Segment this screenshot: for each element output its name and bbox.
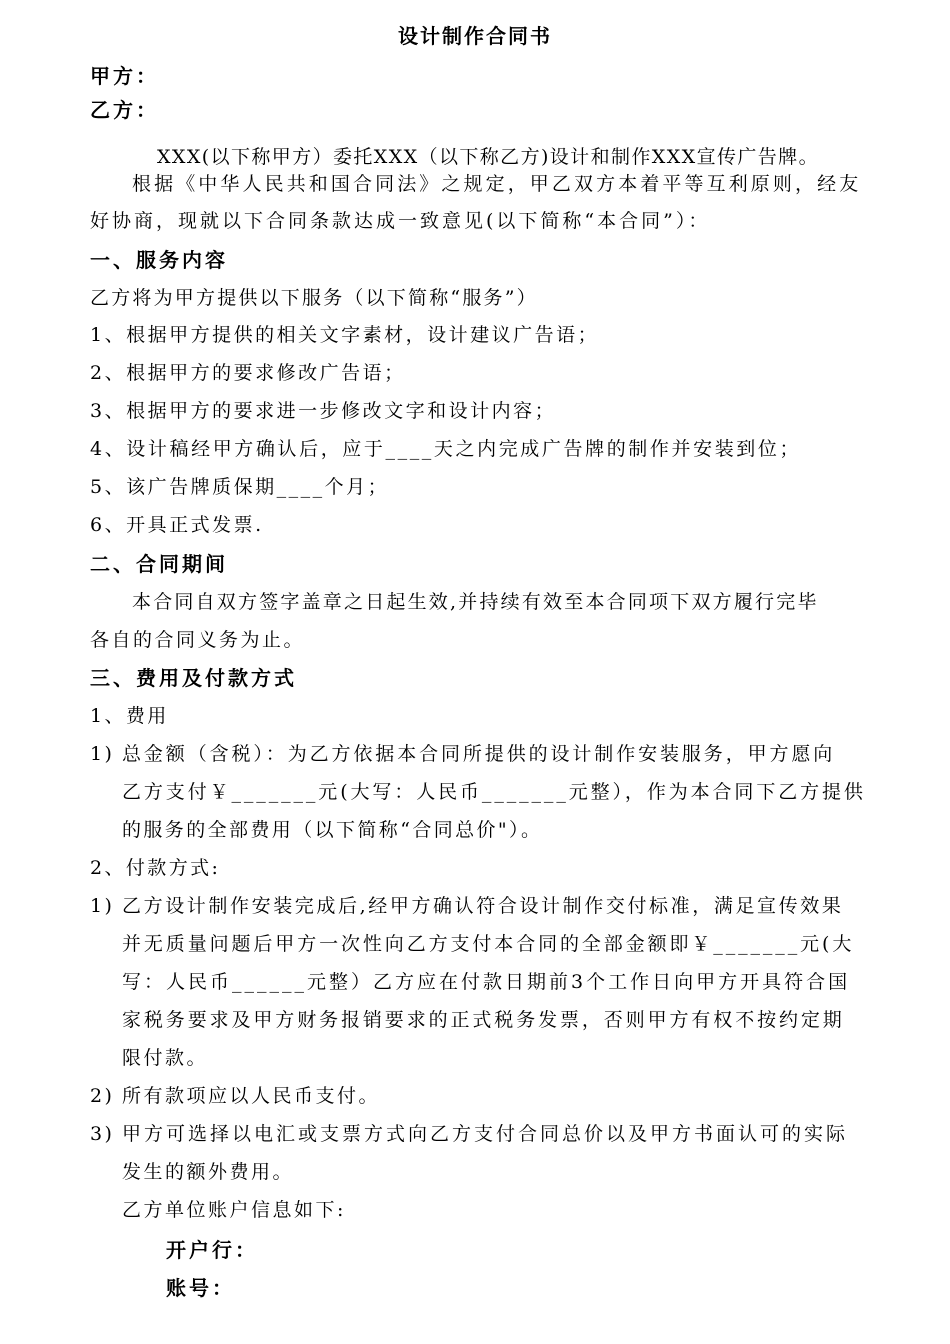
fee-1-number: 1): [90, 743, 115, 765]
section-3-heading: 三、费用及付款方式: [90, 666, 297, 690]
party-a-label: 甲方：: [90, 64, 159, 88]
account-number-label: 账号：: [166, 1276, 235, 1300]
section-2-line-1: 本合同自双方签字盖章之日起生效,并持续有效至本合同项下双方履行完毕: [132, 591, 819, 613]
party-b-label: 乙方：: [90, 98, 159, 122]
fee-label: 1、费用: [90, 705, 169, 727]
payment-3-line: 发生的额外费用。: [122, 1161, 295, 1183]
payment-1-line: 写：人民币______元整）乙方应在付款日期前3个工作日向甲方开具符合国: [122, 971, 851, 993]
fee-1-line: 乙方支付￥_______元(大写：人民币_______元整），作为本合同下乙方提供: [122, 781, 866, 803]
payment-3-line: 甲方可选择以电汇或支票方式向乙方支付合同总价以及甲方书面认可的实际: [122, 1123, 849, 1145]
payment-1-line: 限付款。: [122, 1047, 209, 1069]
section-1-lead: 乙方将为甲方提供以下服务（以下简称“服务”）: [90, 287, 538, 309]
bank-label: 开户行：: [166, 1238, 258, 1262]
payment-1-line: 并无质量问题后甲方一次性向乙方支付本合同的全部金额即￥_______元(大: [122, 933, 855, 955]
section-2-line-2: 各自的合同义务为止。: [90, 629, 306, 651]
service-item: 4、设计稿经甲方确认后，应于____天之内完成广告牌的制作并安装到位；: [90, 438, 802, 460]
payment-1-line: 家税务要求及甲方财务报销要求的正式税务发票，否则甲方有权不按约定期: [122, 1009, 845, 1031]
service-item: 2、根据甲方的要求修改广告语；: [90, 362, 406, 384]
document-title: 设计制作合同书: [398, 24, 552, 48]
service-item: 5、该广告牌质保期____个月；: [90, 476, 390, 498]
fee-1-line: 的服务的全部费用（以下简称“合同总价"）。: [122, 819, 543, 841]
service-item: 3、根据甲方的要求进一步修改文字和设计内容；: [90, 400, 557, 422]
account-intro: 乙方单位账户信息如下:: [122, 1199, 346, 1221]
intro-line-2: 根据《中华人民共和国合同法》之规定，甲乙双方本着平等互利原则，经友: [132, 173, 862, 195]
fee-1-line: 总金额（含税）：为乙方依据本合同所提供的设计制作安装服务，甲方愿向: [122, 743, 836, 765]
payment-3-number: 3): [90, 1123, 115, 1145]
service-item: 1、根据甲方提供的相关文字素材，设计建议广告语；: [90, 324, 600, 346]
payment-label: 2、付款方式:: [90, 857, 221, 879]
payment-2-line: 所有款项应以人民币支付。: [122, 1085, 381, 1107]
payment-1-number: 1): [90, 895, 115, 917]
service-item: 6、开具正式发票.: [90, 514, 264, 536]
payment-2-number: 2): [90, 1085, 115, 1107]
payment-1-line: 乙方设计制作安装完成后,经甲方确认符合设计制作交付标准，满足宣传效果: [122, 895, 844, 917]
section-2-heading: 二、合同期间: [90, 552, 228, 576]
intro-line-1: XXX(以下称甲方）委托XXX（以下称乙方)设计和制作XXX宣传广告牌。: [157, 146, 819, 168]
intro-line-3: 好协商，现就以下合同条款达成一致意见(以下简称“本合同”）：: [90, 210, 711, 232]
section-1-heading: 一、服务内容: [90, 248, 228, 272]
